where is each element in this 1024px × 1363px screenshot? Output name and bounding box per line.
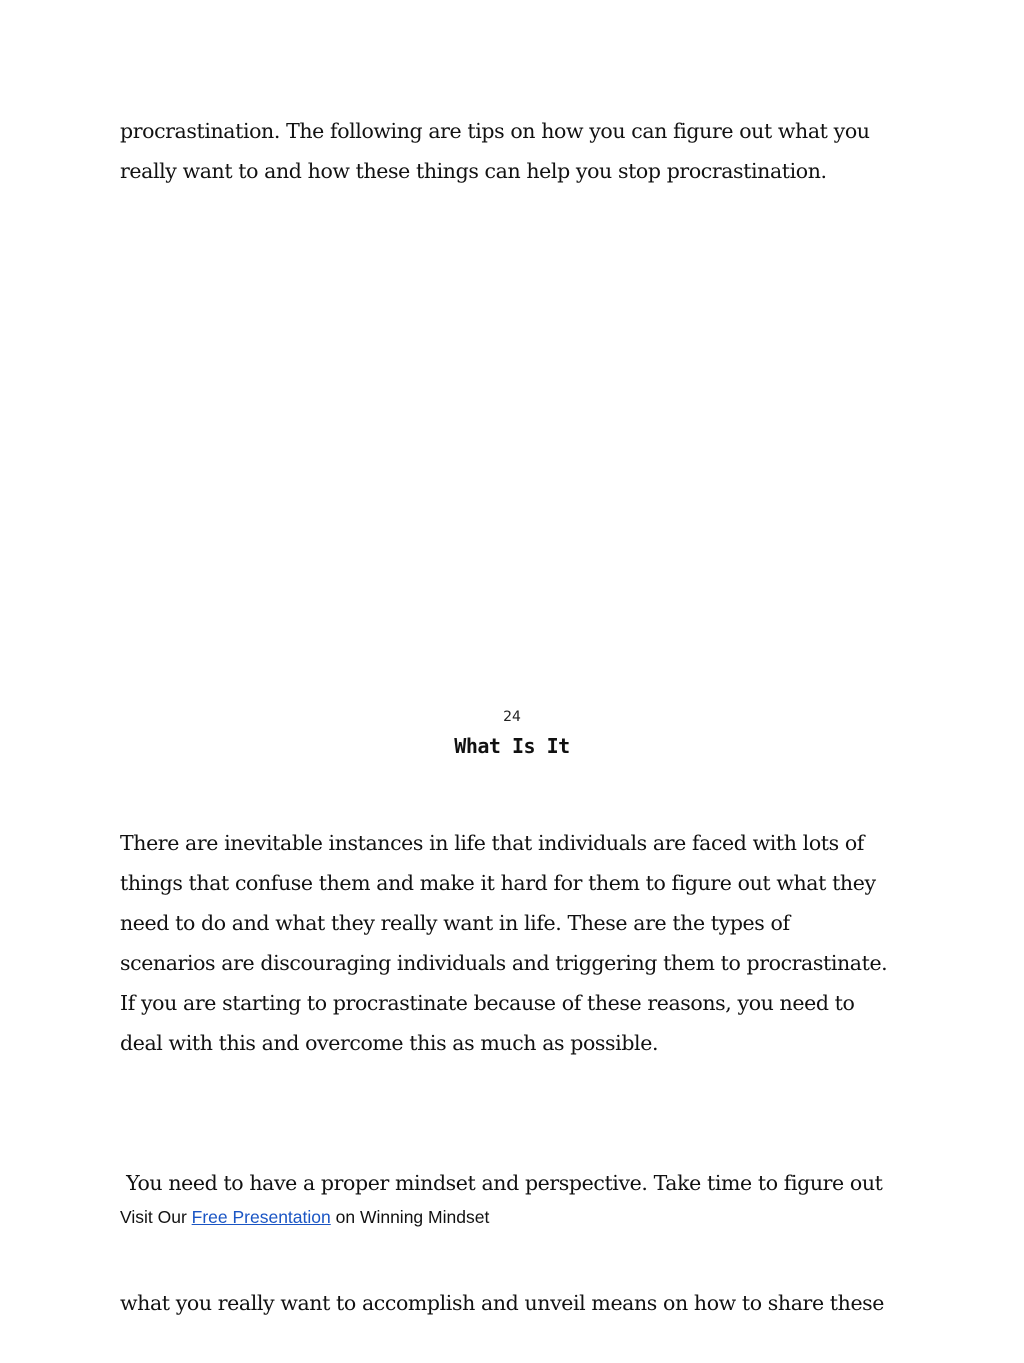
footer-suffix: on Winning Mindset [330, 1207, 490, 1227]
footer-prefix: Visit Our [120, 1207, 192, 1227]
page-number: 24 [503, 709, 521, 725]
text-line: deal with this and overcome this as much as possible. [120, 1031, 659, 1055]
text-line: If you are starting to procrastinate because of these reasons, you need to [120, 991, 855, 1015]
free-presentation-link[interactable]: Free Presentation [191, 1207, 331, 1227]
paragraph-continued [120, 111, 920, 191]
paragraph-intro [120, 823, 920, 1063]
text-line: procrastination. The following are tips on how you can figure out what you [120, 119, 870, 143]
text-line: what you really want to accomplish and unveil means on how to share these [120, 1291, 885, 1315]
section-heading: What Is It [454, 734, 570, 758]
text-line: really want to and how these things can help you stop procrastination. [120, 159, 827, 183]
text-line: scenarios are discouraging individuals and triggering them to procrastinate. [120, 951, 888, 975]
footer [120, 1205, 489, 1229]
text-line: things that confuse them and make it hard for them to figure out what they [120, 871, 876, 895]
text-line: need to do and what they really want in life. These are the types of [120, 911, 790, 935]
text-line: There are inevitable instances in life that individuals are faced with lots of [120, 831, 864, 855]
text-line: You need to have a proper mindset and perspective. Take time to figure out [120, 1171, 883, 1195]
